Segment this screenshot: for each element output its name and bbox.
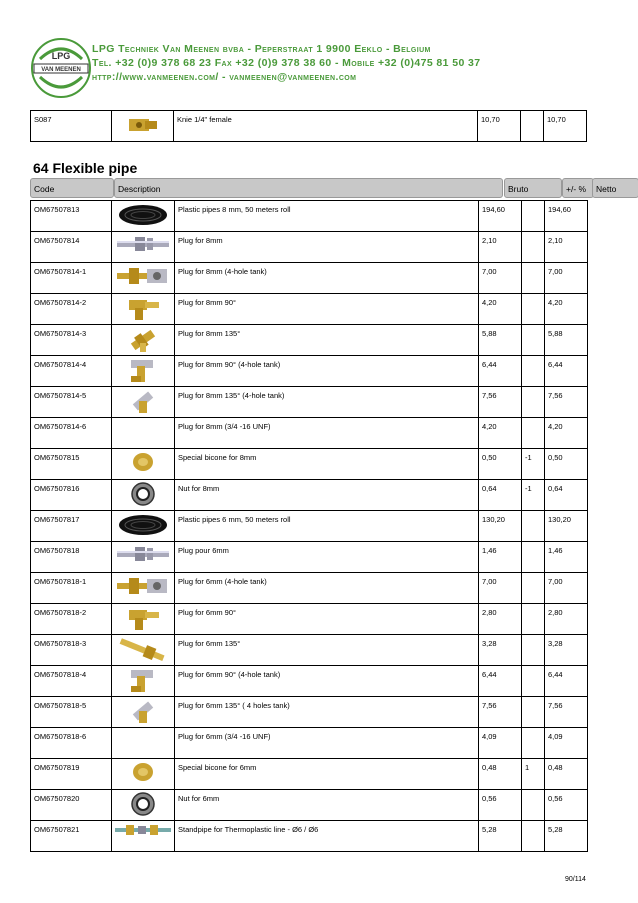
netto-price: 6,44 <box>545 356 588 387</box>
product-description: Plug pour 6mm <box>175 542 479 573</box>
product-description: Plug for 8mm 135° <box>175 325 479 356</box>
bruto-price: 1,46 <box>479 542 522 573</box>
product-description: Plug for 8mm 135° (4-hole tank) <box>175 387 479 418</box>
bruto-price: 3,28 <box>479 635 522 666</box>
table-row <box>31 356 588 387</box>
section-title: 64 Flexible pipe <box>33 160 138 176</box>
bruto-price: 7,56 <box>479 387 522 418</box>
svg-text:LPG: LPG <box>51 51 71 61</box>
product-image <box>112 666 175 697</box>
nut-icon <box>114 792 172 816</box>
bruto-price: 7,00 <box>479 263 522 294</box>
discount-pct <box>522 201 545 232</box>
bruto-price: 4,09 <box>479 728 522 759</box>
company-phone: Tel. +32 (0)9 378 68 23 Fax +32 (0)9 378 38 60 - Mobile +32 (0)475 81 50 37 <box>92 57 481 69</box>
discount-pct <box>522 666 545 697</box>
product-image <box>112 511 175 542</box>
bruto-price: 194,60 <box>479 201 522 232</box>
product-description: Nut for 6mm <box>175 790 479 821</box>
bruto-price: 6,44 <box>479 356 522 387</box>
product-code: OM67507816 <box>31 480 112 511</box>
table-row <box>31 542 588 573</box>
product-image <box>112 111 174 142</box>
product-description: Plug for 8mm <box>175 232 479 263</box>
product-description: Plug for 6mm (4-hole tank) <box>175 573 479 604</box>
product-code: OM67507818-2 <box>31 604 112 635</box>
discount-pct: -1 <box>522 449 545 480</box>
table-row <box>31 201 588 232</box>
plug-straight-icon <box>114 234 172 254</box>
discount-pct <box>522 511 545 542</box>
plug-tank-icon <box>114 265 172 287</box>
product-image <box>112 418 175 449</box>
bruto-price: 0,48 <box>479 759 522 790</box>
netto-price: 4,20 <box>545 294 588 325</box>
bruto-price: 0,64 <box>479 480 522 511</box>
table-row <box>31 604 588 635</box>
product-description: Plug for 8mm 90° <box>175 294 479 325</box>
product-code: OM67507814-5 <box>31 387 112 418</box>
bruto-price: 0,50 <box>479 449 522 480</box>
product-image <box>112 263 175 294</box>
discount-pct <box>522 232 545 263</box>
product-description: Plug for 6mm 90° (4-hole tank) <box>175 666 479 697</box>
netto-price: 130,20 <box>545 511 588 542</box>
discount-pct <box>522 635 545 666</box>
discount-pct <box>522 542 545 573</box>
product-code: OM67507814-6 <box>31 418 112 449</box>
product-description: Standpipe for Thermoplastic line - Ø6 / Ø6 <box>175 821 479 852</box>
product-code: OM67507815 <box>31 449 112 480</box>
table-row <box>31 232 588 263</box>
product-code: OM67507818-1 <box>31 573 112 604</box>
bruto-price: 7,56 <box>479 697 522 728</box>
discount-pct <box>522 573 545 604</box>
product-image <box>112 697 175 728</box>
plug-135-long-icon <box>114 637 172 663</box>
product-code: OM67507814-1 <box>31 263 112 294</box>
product-code: OM67507814-2 <box>31 294 112 325</box>
discount-pct <box>522 418 545 449</box>
netto-price: 7,56 <box>545 697 588 728</box>
product-description: Plastic pipes 6 mm, 50 meters roll <box>175 511 479 542</box>
discount-pct: -1 <box>522 480 545 511</box>
netto-price: 7,56 <box>545 387 588 418</box>
netto-price: 0,56 <box>545 790 588 821</box>
company-address: LPG Techniek Van Meenen bvba - Peperstraat 1 9900 Eeklo - Belgium <box>92 43 431 55</box>
col-netto: Netto <box>592 178 638 198</box>
bruto-price: 2,80 <box>479 604 522 635</box>
product-image <box>112 542 175 573</box>
plug-tank-icon <box>114 575 172 597</box>
plug-135-tank-icon <box>114 699 172 725</box>
product-description: Plastic pipes 8 mm, 50 meters roll <box>175 201 479 232</box>
table-row <box>31 111 587 142</box>
discount-pct <box>522 294 545 325</box>
product-description: Plug for 6mm (3/4 -16 UNF) <box>175 728 479 759</box>
plug-135-tank-icon <box>114 389 172 415</box>
table-row <box>31 294 588 325</box>
product-image <box>112 604 175 635</box>
product-description: Plug for 6mm 90° <box>175 604 479 635</box>
discount-pct <box>522 325 545 356</box>
netto-price: 4,09 <box>545 728 588 759</box>
netto-price: 7,00 <box>545 573 588 604</box>
netto-price: 5,88 <box>545 325 588 356</box>
plug-90-icon <box>114 606 172 632</box>
bruto-price: 0,56 <box>479 790 522 821</box>
elbow-fitting-icon <box>114 113 171 137</box>
netto-price: 2,80 <box>545 604 588 635</box>
discount-pct <box>522 356 545 387</box>
discount-pct <box>522 387 545 418</box>
netto-price: 7,00 <box>545 263 588 294</box>
product-code: OM67507813 <box>31 201 112 232</box>
product-image <box>112 790 175 821</box>
prev-section-table <box>30 110 587 142</box>
col-bruto: Bruto <box>504 178 562 198</box>
table-row <box>31 697 588 728</box>
product-description: Plug for 6mm 135° ( 4 holes tank) <box>175 697 479 728</box>
product-image <box>112 728 175 759</box>
product-code: OM67507818-5 <box>31 697 112 728</box>
product-image <box>112 201 175 232</box>
product-image <box>112 573 175 604</box>
col-pct: +/- % <box>562 178 594 198</box>
table-row <box>31 387 588 418</box>
product-description: Plug for 8mm (3/4 -16 UNF) <box>175 418 479 449</box>
product-code: OM67507817 <box>31 511 112 542</box>
product-image <box>112 821 175 852</box>
discount-pct <box>522 604 545 635</box>
table-row <box>31 418 588 449</box>
plug-90-tank-icon <box>114 358 172 384</box>
standpipe-icon <box>114 823 172 837</box>
product-image <box>112 759 175 790</box>
pipe-roll-icon <box>114 513 172 537</box>
discount-pct <box>522 263 545 294</box>
netto-price: 2,10 <box>545 232 588 263</box>
netto-price: 1,46 <box>545 542 588 573</box>
product-image <box>112 635 175 666</box>
netto-price: 6,44 <box>545 666 588 697</box>
netto-price: 0,50 <box>545 449 588 480</box>
product-code: OM67507818 <box>31 542 112 573</box>
product-description: Nut for 8mm <box>175 480 479 511</box>
product-description: Special bicone for 6mm <box>175 759 479 790</box>
product-description: Knie 1/4" female <box>174 111 478 142</box>
table-row <box>31 728 588 759</box>
netto-price: 3,28 <box>545 635 588 666</box>
bruto-price: 10,70 <box>478 111 521 142</box>
discount-pct <box>522 821 545 852</box>
discount-pct <box>522 790 545 821</box>
netto-price: 5,28 <box>545 821 588 852</box>
company-header <box>30 32 610 102</box>
bruto-price: 5,28 <box>479 821 522 852</box>
netto-price: 0,48 <box>545 759 588 790</box>
plug-90-icon <box>114 296 172 322</box>
pipe-roll-icon <box>114 203 172 227</box>
bruto-price: 6,44 <box>479 666 522 697</box>
table-row <box>31 635 588 666</box>
column-header <box>30 178 617 200</box>
table-row <box>31 666 588 697</box>
product-table <box>30 200 588 852</box>
table-row <box>31 325 588 356</box>
table-row <box>31 759 588 790</box>
product-description: Plug for 8mm 90° (4-hole tank) <box>175 356 479 387</box>
table-row <box>31 821 588 852</box>
product-code: OM67507819 <box>31 759 112 790</box>
page-number: 90/114 <box>565 876 586 883</box>
product-code: OM67507818-4 <box>31 666 112 697</box>
product-code: S087 <box>31 111 112 142</box>
product-code: OM67507820 <box>31 790 112 821</box>
plug-135-icon <box>114 327 172 353</box>
product-description: Special bicone for 8mm <box>175 449 479 480</box>
product-code: OM67507814-3 <box>31 325 112 356</box>
plug-straight-icon <box>114 544 172 564</box>
product-image <box>112 232 175 263</box>
product-image <box>112 449 175 480</box>
product-image <box>112 325 175 356</box>
table-row <box>31 480 588 511</box>
product-image <box>112 387 175 418</box>
discount-pct <box>522 728 545 759</box>
bicone-icon <box>114 451 172 473</box>
table-row <box>31 573 588 604</box>
product-code: OM67507814-4 <box>31 356 112 387</box>
product-image <box>112 480 175 511</box>
netto-price: 194,60 <box>545 201 588 232</box>
netto-price: 10,70 <box>544 111 587 142</box>
bruto-price: 5,88 <box>479 325 522 356</box>
product-code: OM67507814 <box>31 232 112 263</box>
discount-pct: 1 <box>522 759 545 790</box>
netto-price: 0,64 <box>545 480 588 511</box>
company-web: http://www.vanmeenen.com/ - vanmeenen@vanmeenen.com <box>92 71 357 83</box>
svg-text:VAN MEENEN: VAN MEENEN <box>41 67 81 73</box>
nut-icon <box>114 482 172 506</box>
table-row <box>31 790 588 821</box>
bruto-price: 130,20 <box>479 511 522 542</box>
product-description: Plug for 8mm (4-hole tank) <box>175 263 479 294</box>
bruto-price: 4,20 <box>479 294 522 325</box>
col-code: Code <box>30 178 114 198</box>
product-code: OM67507818-6 <box>31 728 112 759</box>
plug-90-tank-icon <box>114 668 172 694</box>
netto-price: 4,20 <box>545 418 588 449</box>
table-row <box>31 511 588 542</box>
company-logo <box>30 37 92 99</box>
bicone-icon <box>114 761 172 783</box>
bruto-price: 2,10 <box>479 232 522 263</box>
discount-pct <box>521 111 544 142</box>
bruto-price: 7,00 <box>479 573 522 604</box>
product-code: OM67507818-3 <box>31 635 112 666</box>
discount-pct <box>522 697 545 728</box>
table-row <box>31 449 588 480</box>
product-code: OM67507821 <box>31 821 112 852</box>
table-row <box>31 263 588 294</box>
product-image <box>112 356 175 387</box>
product-description: Plug for 6mm 135° <box>175 635 479 666</box>
product-image <box>112 294 175 325</box>
bruto-price: 4,20 <box>479 418 522 449</box>
col-description: Description <box>114 178 503 198</box>
